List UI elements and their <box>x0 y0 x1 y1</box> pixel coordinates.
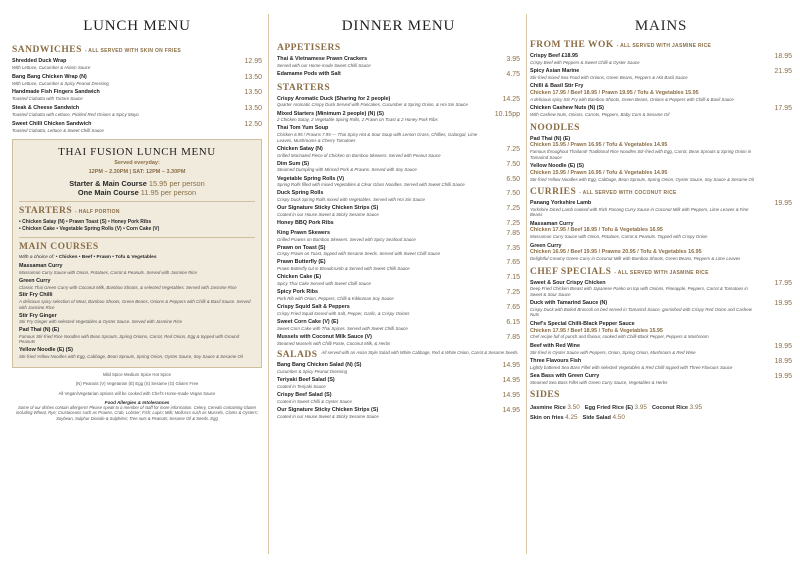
item-name: Crispy Aromatic Duck (Sharing for 2 people) <box>277 95 391 102</box>
menu-item <box>277 230 520 242</box>
menu-item <box>277 111 520 123</box>
item-description: Classic Thai Green Curry with Coconut Milk, Bamboo Shoots, & selected Vegetables. Served with Jasmine Rice <box>19 284 237 290</box>
salads-note: All served with an Asian Style Salad with White Cabbage, Red & White Onion, Carrot & Sesame Seeds. <box>321 350 519 356</box>
item-name: Edamame Pods with Salt <box>277 70 341 77</box>
lunch-starters-heading: STARTERS - HALF PORTION <box>19 206 120 217</box>
allergy-text: Some of our dishes contain allergens! Please speak to a member of staff for more information. Celery, Cereals containing Gluten including Wheat, Rye; Crustaceans such as Prawns, Crab, Lobster; Fish; Lupin; Milk; Molluscs such as Mussels, Clams & Oysters; Soybean, Sulphur Dioxide & Sulphites; Tree nuts & Peanuts; Sesame Oil & Seeds. Egg <box>15 405 259 421</box>
item-name: Our Signature Sticky Chicken Strips (S) <box>277 406 379 413</box>
menu-item <box>12 89 262 101</box>
item-description: Coated in Teriyaki Sauce <box>277 383 326 389</box>
item-price: 7.65 <box>506 259 520 267</box>
item-name: Teriyaki Beef Salad (S) <box>277 377 335 384</box>
menu-item <box>530 343 792 355</box>
menu-item <box>530 321 792 340</box>
item-name: Sweet & Sour Crispy Chicken <box>530 279 606 286</box>
item-description: Pork Rib with Onion, Peppers, Chilli & Kikkoman Soy Sauce <box>277 296 394 302</box>
menu-item <box>19 292 255 310</box>
item-description: Toasted Ciabatta with Tartare Sauce <box>12 96 83 102</box>
item-name: Yellow Noodle (E) (S) <box>19 347 73 354</box>
menu-item <box>530 83 792 102</box>
item-price: 14.95 <box>502 406 520 414</box>
item-name: Beef with Red Wine <box>530 342 580 349</box>
side-price: 4.25 <box>565 414 578 422</box>
menu-item <box>277 274 520 286</box>
item-name: Honey BBQ Pork Ribs <box>277 220 334 227</box>
item-name: Crispy Beef £18.95 <box>530 53 578 59</box>
item-description: Steamed Sea Bass Fillet with Green Curry Sauce, Vegetables & Herbs <box>530 380 668 386</box>
menu-item <box>530 358 792 370</box>
spice-legend: Mild Spice Medium Spice Hot Spice <box>102 372 172 378</box>
item-price: 14.95 <box>502 391 520 399</box>
item-description: Famous throughout Thailand! Traditional Rice Noodles Stir-fried with Egg, Carrot, Bean Sprouts & Spring Onion in Tamarind Sauce <box>530 149 752 160</box>
side-price: 4.50 <box>612 414 625 422</box>
item-name: Sea Bass with Green Curry <box>530 373 600 380</box>
menu-item <box>530 53 792 65</box>
item-name: Bang Bang Chicken Wrap (N) <box>12 73 87 80</box>
appetisers-heading: APPETISERS <box>277 43 341 53</box>
dinner-column <box>277 0 520 565</box>
item-price: 19.95 <box>774 373 792 381</box>
menu-item <box>277 377 520 389</box>
fusion-title: THAI FUSION LUNCH MENU <box>58 146 216 159</box>
item-name: Green Curry <box>530 242 562 249</box>
item-price: 7.25 <box>506 145 520 153</box>
item-price: 14.95 <box>502 377 520 385</box>
item-description: 2 Chicken Satay, 2 Vegetable Spring Rolls, 2 Prawn on Toast & 2 Honey Pork Ribs <box>277 117 438 123</box>
item-price-options: Chicken 16.95 / Beef 19.95 / Prawns 20.95 / Tofu & Vegetables 16.95 <box>530 249 702 256</box>
menu-item <box>277 205 520 217</box>
item-description: Steamed Dumpling with Minced Pork & Prawns. Served with Soy Sauce <box>277 167 417 173</box>
item-price: 7.25 <box>506 205 520 213</box>
item-price: 18.95 <box>774 358 792 366</box>
fusion-days: Served everyday: <box>114 160 160 167</box>
sides-heading: SIDES <box>530 390 560 401</box>
item-description: Stir-fried Yellow Noodles with Egg, Cabbage, Bean Sprouts, Spring Onion, Oyster Sauce, Soy Sauce & Sesame Oil <box>530 176 754 182</box>
sides-row <box>530 403 792 413</box>
side-name: Coconut Rice <box>651 405 689 412</box>
item-name: Our Signature Sticky Chicken Strips (S) <box>277 205 379 212</box>
item-description: Grilled Marinated Piece of Chicken on Bamboo Skewers. Served with Peanut Sauce <box>277 152 441 158</box>
menu-item <box>277 96 520 108</box>
item-name: Yellow Noodle (E) (S) <box>530 163 584 170</box>
item-price: 7.35 <box>506 244 520 252</box>
menu-item <box>12 74 262 86</box>
sandwiches-heading: SANDWICHES - ALL SERVED WITH SKIN ON FRIES <box>12 45 181 55</box>
menu-item <box>19 327 255 345</box>
item-price: 14.95 <box>502 362 520 370</box>
item-description: Steamed Mussels with Chilli Paste, Coconut Milk, & Herbs <box>277 340 391 346</box>
menu-item <box>277 146 520 158</box>
item-name: Massaman Curry <box>530 220 574 227</box>
item-price-options: Chicken 17.95 / Beef 18.95 / Tofu & Vegetables 15.95 <box>530 327 663 334</box>
item-price: 6.15 <box>506 319 520 327</box>
item-description: Famous Stir-fried Rice Noodles with Bean Sprouts, Spring Onions, Carrot, Red Onion, Egg & topped with Ground Peanuts <box>19 334 240 345</box>
item-name: Mixed Starters (Minimum 2 people) (N) (S) <box>277 110 384 117</box>
menu-item <box>12 105 262 117</box>
item-description: Lightly battered Sea Bass Fillet with selected Vegetables & Red Chilli topped with Three Flavours Sauce <box>530 364 733 370</box>
item-price: 10.15pp <box>494 110 520 118</box>
menu-item <box>277 176 520 188</box>
item-name: Dim Sum (S) <box>277 160 310 167</box>
main-choice-line: With a choice of: • Chicken • Beef • Prawn • Tofu & Vegetables <box>19 255 157 261</box>
item-description: A delicious spicy selection of Meat, Bamboo Shoots, Green Beans, Onions & Peppers with Chilli & Basil Sauce. Served with Jasmine Rice <box>19 299 251 310</box>
item-name: Three Flavours Fish <box>530 358 582 365</box>
wok-heading: FROM THE WOK - ALL SERVED WITH JASMINE RICE <box>530 40 712 50</box>
menu-item <box>12 121 262 133</box>
item-price: 19.95 <box>774 342 792 350</box>
salads-heading: SALADS <box>277 350 318 361</box>
item-name: Pad Thai (N) (E) <box>19 327 60 334</box>
item-price: 13.50 <box>244 89 262 97</box>
item-name: Thai Tom Yum Soup <box>277 125 329 132</box>
item-description: Stir Fry Ginger with selected Vegetables & Oyster Sauce. Served with Jasmine Rice <box>19 319 183 325</box>
item-name: Sweet Chilli Chicken Sandwich <box>12 120 92 127</box>
item-name: Sweet Corn Cake (V) (E) <box>277 319 339 326</box>
item-name: Stir Fry Chilli <box>19 292 53 299</box>
vegan-note: All Vegan/Vegetarian options will be cooked with Chef's Home-made Vegan Sauce <box>58 390 216 396</box>
lunch-column <box>12 0 262 565</box>
item-price-options: Chicken 15.95 / Prawn 16.95 / Tofu & Vegetables 14.95 <box>530 142 668 149</box>
item-name: Duck with Tamarind Sauce (N) <box>530 300 608 307</box>
item-price: 6.50 <box>506 175 520 183</box>
menu-item <box>530 373 792 385</box>
menu-item <box>277 392 520 404</box>
item-description: With Cashew Nuts, Onions, Carrots, Peppers, Baby Corn & Sesame Oil <box>530 112 670 118</box>
item-description: Toasted Ciabatta with Lettuce, Pickled Red Onions & Spicy Mayo <box>12 111 139 117</box>
allergy-heading: Food Allergies & Intolerances <box>104 400 170 406</box>
item-name: Spicy Pork Ribs <box>277 289 319 296</box>
dinner-starter-list <box>277 96 520 346</box>
menu-item <box>277 362 520 374</box>
item-name: Vegetable Spring Rolls (V) <box>277 175 345 182</box>
item-description: Toasted Ciabatta, Lettuce & Sweet Chilli Sauce <box>12 127 104 133</box>
item-name: Steak & Cheese Sandwich <box>12 105 80 112</box>
item-name: Prawn on Toast (S) <box>277 244 326 251</box>
menu-item <box>277 245 520 257</box>
lunch-title: LUNCH MENU <box>83 18 191 34</box>
menu-item <box>277 161 520 173</box>
item-description: With Lettuce, Cucumber & Spicy Peanut Dressing <box>12 80 109 86</box>
menu-item <box>530 243 792 262</box>
item-description: Crispy Duck Spring Rolls mixed with Vegetables. Served with Hoi Sin Sauce <box>277 197 425 203</box>
item-name: Spicy Asian Marine <box>530 68 580 75</box>
menu-item <box>530 163 792 182</box>
item-price: 18.95 <box>774 53 792 60</box>
item-price: 17.95 <box>774 279 792 287</box>
column-divider <box>268 14 269 554</box>
salad-list <box>277 362 520 419</box>
item-name: Chicken Satay (N) <box>277 145 323 152</box>
item-price: 14.25 <box>502 95 520 103</box>
main-courses-heading: MAIN COURSES <box>19 242 99 253</box>
item-name: Green Curry <box>19 277 51 284</box>
item-price: 7.50 <box>506 160 520 168</box>
item-price: 7.15 <box>506 274 520 282</box>
side-price: 3.95 <box>634 404 647 412</box>
item-price: 3.95 <box>506 56 520 63</box>
fusion-price-starter-main: Starter & Main Course 15.95 per person <box>69 179 205 189</box>
menu-item <box>530 68 792 80</box>
salads-heading-row <box>277 350 520 360</box>
menu-item <box>277 334 520 346</box>
curry-list <box>530 200 792 262</box>
dinner-title: DINNER MENU <box>341 18 456 34</box>
item-name: Chef's Special Chilli-Black Pepper Sauce <box>530 320 635 327</box>
item-price: 13.50 <box>244 105 262 113</box>
lunch-starters-row1: • Chicken Satay (N) • Prawn Toast (S) • Honey Pork Ribs <box>19 219 152 226</box>
allergen-legend: (N) Peanuts (V) Vegetarian (E) Egg (S) Sesame (G) Gluten Free <box>75 381 199 387</box>
item-price: 21.95 <box>774 68 792 76</box>
menu-item <box>530 221 792 240</box>
item-name: Crispy Squid Salt & Peppers <box>277 304 350 311</box>
item-description: Stir-fried in Oyster Sauce with Peppers, Onion, Spring Onion, Mushroom & Red Wine <box>530 349 696 355</box>
item-price: 19.95 <box>774 300 792 308</box>
menu-item <box>530 105 792 117</box>
item-name: Shredded Duck Wrap <box>12 58 67 64</box>
menu-item <box>277 190 520 202</box>
item-description: Coated in Sweet Chilli & Oyster Sauce <box>277 398 352 404</box>
item-name: Mussels with Coconut Milk Sauce (V) <box>277 333 372 340</box>
side-price: 3.95 <box>689 404 703 412</box>
item-name: Chilli & Basil Stir Fry <box>530 83 584 90</box>
menu-item <box>530 300 792 318</box>
item-description: Spring Rolls filled with mixed Vegetables & Clear Glass Noodles. Served with Sweet Chilli Sauce <box>277 182 465 188</box>
item-name: Handmade Fish Fingers Sandwich <box>12 89 100 96</box>
fusion-hours: 12PM – 2.30PM | SAT: 12PM – 3.30PM <box>88 169 186 176</box>
item-name: Stir Fry Ginger <box>19 312 57 319</box>
lunch-mains-list <box>19 263 255 360</box>
item-name: Prawn Butterfly (E) <box>277 259 326 266</box>
item-name: Massaman Curry <box>19 263 63 270</box>
noodles-heading: NOODLES <box>530 122 580 133</box>
dinner-starters-heading: STARTERS <box>277 82 331 93</box>
menu-item <box>12 58 262 70</box>
item-price: 19.95 <box>774 200 792 208</box>
noodle-list <box>530 136 792 182</box>
item-description: Prawn Butterfly cut in Breadcrumb & Served with Sweet Chilli Sauce <box>277 266 410 272</box>
curries-heading: CURRIES - ALL SERVED WITH COCONUT RICE <box>530 187 677 198</box>
item-price: 7.50 <box>506 190 520 198</box>
menu-item <box>277 407 520 419</box>
menu-item <box>277 304 520 316</box>
side-name: Side Salad <box>582 415 611 422</box>
side-price: 3.50 <box>567 404 580 412</box>
item-name: Duck Spring Rolls <box>277 190 324 197</box>
item-price: 7.85 <box>506 333 520 341</box>
menu-item <box>277 56 520 68</box>
menu-item <box>277 125 520 143</box>
item-description: Chicken 6.95 / Prawns 7.95 — Thai Spicy Hot & Sour Soup with Lemon Grass, Chillies, Galangal, Lime Leaves, Mushrooms & Cherry Tomatoes <box>277 132 478 143</box>
item-description: Crispy Prawn on Toast, topped with Sesame Seeds. Served with Sweet Chilli Sauce <box>277 251 441 257</box>
menu-item <box>530 200 792 218</box>
item-price-options: Chicken 15.95 / Prawn 16.95 / Tofu & Vegetables 14.95 <box>530 169 668 176</box>
lunch-starters-row2: • Chicken Cake • Vegetable Spring Rolls (V) • Corn Cake (V) <box>19 226 160 233</box>
item-description: Coated in our House Sweet & Sticky Sesame Sauce <box>277 413 379 419</box>
item-price: 7.25 <box>506 220 520 228</box>
fusion-price-one-main: One Main Course 11.95 per person <box>77 188 197 198</box>
item-price: 7.25 <box>506 289 520 297</box>
specials-heading: CHEF SPECIALS - ALL SERVED WITH JASMINE RICE <box>530 266 709 277</box>
menu-item <box>19 263 255 275</box>
menu-item <box>19 313 255 325</box>
menu-item <box>277 220 520 227</box>
item-price: 7.85 <box>506 229 520 237</box>
item-description: With Lettuce, Cucumber & Hoisin Sauce <box>12 64 91 70</box>
thai-fusion-box <box>12 139 262 368</box>
menu-item <box>277 259 520 271</box>
side-name: Jasmine Rice <box>530 405 566 412</box>
item-price: 4.75 <box>506 70 520 78</box>
menu-item <box>277 319 520 331</box>
item-description: Crispy Beef with Peppers & Sweet Chilli & Oyster Sauce <box>530 59 640 65</box>
item-price: 17.95 <box>774 105 792 113</box>
item-price: 12.50 <box>244 120 262 128</box>
item-description: Spicy Thai Cake Served with Sweet Chilli Sauce <box>277 281 371 287</box>
item-description: Massaman Curry Sauce with Onion, Potatoes, Carrot & Peanuts. Topped with Crispy Onion <box>530 234 708 240</box>
item-description: Delightful Creamy Green Curry in Coconut Milk with Bamboo Shoots, Green Beans, Peppers & Lime Leaves <box>530 256 741 262</box>
item-description: Grilled Prawns on Bamboo Skewers. Served with Spicy Seafood Sauce <box>277 236 416 242</box>
item-name: Pad Thai (N) (E) <box>530 135 571 142</box>
sides-row <box>530 413 792 423</box>
item-price: 12.95 <box>244 58 262 65</box>
item-description: Coated in our House Sweet & Sticky Sesame Sauce <box>277 212 379 218</box>
side-name: Skin on fries <box>530 415 564 422</box>
menu-item <box>277 71 520 78</box>
sandwich-list <box>12 58 262 133</box>
item-description: Chef recipe full of punch and flavour, cooked with Chilli-Black Pepper, Peppers & Mushroom <box>530 334 709 340</box>
menu-item <box>530 280 792 298</box>
item-description: A delicious spicy Stir Fry with Bamboo Shoots, Green Beans, Onions & Peppers with Chilli & Basil Sauce <box>530 97 734 102</box>
item-name: Chicken Cashew Nuts (N) (S) <box>530 105 604 112</box>
item-description: Yorkshire Diced Lamb cooked with Rich Panang Curry Sauce in Coconut Milk with Peppers, Lime Leaves & Fine Beans <box>530 206 749 218</box>
item-name: Panang Yorkshire Lamb <box>530 200 592 207</box>
item-description: Sweet Corn Cake with Thai Spices. Served with Sweet Chilli Sauce <box>277 325 408 331</box>
item-description: Massaman Curry Sauce with Onion, Potatoes, Carrot & Peanuts. Served with Jasmine Rice <box>19 269 197 275</box>
item-name: Chicken Cake (E) <box>277 274 322 281</box>
menu-item <box>530 136 792 160</box>
mains-title: MAINS <box>634 18 688 34</box>
item-description: Quarter Aromatic Crispy Duck Served with Pancakes, Cucumber & Spring Onion, & Hoi Sin Sauce <box>277 102 468 108</box>
item-price-options: Chicken 17.95 / Beef 18.95 / Tofu & Vegetables 16.95 <box>530 227 663 234</box>
item-description: Stir-fried Yellow Noodles with Egg, Cabbage, Bean Sprouts, Spring Onion, Oyster Sauce, Soy Sauce & Sesame Oil <box>19 354 243 360</box>
item-description: Crispy Duck with Boiled Broccoli on bed served in Tamarind Sauce, garnished with Crispy Red Onion and Cashew Nuts <box>530 307 752 318</box>
item-price-options: Chicken 17.95 / Beef 18.95 / Prawn 19.95 / Tofu & Vegetables 15.95 <box>530 90 699 97</box>
item-description: Cucumber & Spicy Peanut Dressing <box>277 368 348 374</box>
item-price: 7.65 <box>506 304 520 312</box>
item-price: 13.50 <box>244 73 262 81</box>
wok-list <box>530 53 792 118</box>
item-name: Thai & Vietnamese Prawn Crackers <box>277 56 368 62</box>
column-divider <box>526 14 527 554</box>
item-description: Crispy Fried Squid tossed with Salt, Pepper, Garlic, & Crispy Onions <box>277 310 410 316</box>
item-description: Stir-fried mixed Sea Food with Onions, Green Beans, Peppers & Hot Basil Sauce <box>530 75 688 80</box>
side-name: Egg Fried Rice (E) <box>584 405 633 412</box>
special-list <box>530 280 792 386</box>
item-name: Crispy Beef Salad (S) <box>277 391 332 398</box>
item-name: King Prawn Skewers <box>277 229 331 236</box>
item-name: Bang Bang Chicken Salad (N) (S) <box>277 362 362 369</box>
item-description: Served with our Home-made Sweet Chilli Sauce <box>277 62 371 68</box>
mains-column <box>530 0 792 565</box>
menu-item <box>19 347 255 359</box>
menu-item <box>277 289 520 301</box>
menu-item <box>19 278 255 290</box>
appetiser-list <box>277 56 520 78</box>
item-description: Deep Fried Chicken Breast with Japanese Panko on top with Onions, Pineapple, Peppers, Carrot & Tomatoes in Sweet & Sour Sauce <box>530 286 748 297</box>
